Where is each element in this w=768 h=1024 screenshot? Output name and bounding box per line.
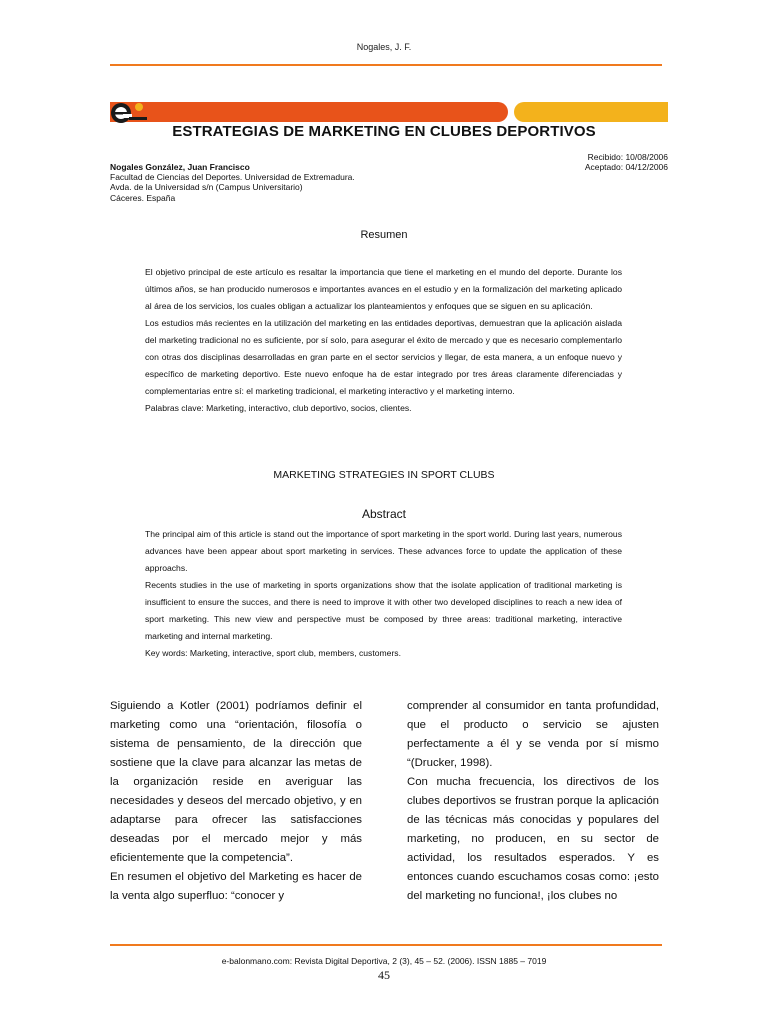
abstract-keywords: Key words: Marketing, interactive, sport club, members, customers. bbox=[145, 648, 401, 658]
body-paragraph: En resumen el objetivo del Marketing es hacer de la venta algo superfluo: “conocer y bbox=[110, 871, 362, 902]
resumen-paragraph: El objetivo principal de este artículo es resaltar la importancia que tiene el marketing en el mundo del deporte. Durante los últimos años, se han producido numerosos e importantes avances en el estudio y en la formalización del marketing aplicado al área de los servicios, los cuales obligan a actualizar los planteamientos y enfoques que se siguen en su aplicación. bbox=[145, 267, 622, 311]
author-block bbox=[110, 162, 355, 203]
resumen-text bbox=[145, 264, 622, 417]
banner-bar-left bbox=[110, 102, 508, 122]
abstract-paragraph: The principal aim of this article is stand out the importance of sport marketing in the sport world. During last years, numerous advances have been appear about sport marketing in services. These advances force to update the application of these approachs. bbox=[145, 529, 622, 573]
footer-rule bbox=[110, 944, 662, 946]
author-city: Cáceres. España bbox=[110, 192, 176, 203]
abstract-text bbox=[145, 526, 622, 662]
accepted-date: Aceptado: 04/12/2006 bbox=[584, 162, 668, 173]
body-paragraph: comprender al consumidor en tanta profundidad, que el producto o servicio se ajusten perfectamente a él y se venda por sí mismo “(Drucker, 1998). bbox=[407, 700, 659, 769]
received-date: Recibido: 10/08/2006 bbox=[587, 152, 668, 162]
author-affiliation: Facultad de Ciencias del Deportes. Universidad de Extremadura. bbox=[110, 172, 355, 183]
running-head: Nogales, J. F. bbox=[356, 42, 412, 52]
resumen-paragraph: Los estudios más recientes en la utilización del marketing en las entidades deportivas, demuestran que la aplicación aislada del marketing tradicional no es suficiente, por sí solo, para asegurar el éxito de mercado y que es necesario complementarlo con otras dos disciplinas desarrolladas en gran parte en el sector servicios y llegar, de esta manera, a un enfoque nuevo y específico de marketing deportivo. Este nuevo enfoque ha de estar integrado por tres áreas claramente diferenciadas y complementarias entre sí: el marketing tradicional, el marketing interactivo y el marketing interno. bbox=[145, 318, 622, 396]
page-number: 45 bbox=[378, 968, 390, 982]
author-name: Nogales González, Juan Francisco bbox=[110, 162, 250, 172]
header-rule bbox=[110, 64, 662, 66]
article-title: ESTRATEGIAS DE MARKETING EN CLUBES DEPORTIVOS bbox=[172, 123, 596, 140]
body-column-left bbox=[110, 697, 362, 906]
abstract-heading: Abstract bbox=[361, 507, 406, 521]
resumen-keywords: Palabras clave: Marketing, interactivo, club deportivo, socios, clientes. bbox=[145, 403, 412, 413]
abstract-paragraph: Recents studies in the use of marketing in sports organizations show that the isolate application of traditional marketing is insufficient to ensure the succes, and there is need to improve it with other two developed disciplines to reach a new idea of sport marketing. This new view and perspective must be composed by three areas: traditional marketing, interactive marketing and internal marketing. bbox=[145, 580, 622, 641]
e-balonmano-logo-icon bbox=[109, 100, 149, 124]
english-title: MARKETING STRATEGIES IN SPORT CLUBS bbox=[273, 469, 495, 481]
body-column-right bbox=[407, 697, 659, 906]
banner-bar-right bbox=[514, 102, 668, 122]
body-paragraph: Con mucha frecuencia, los directivos de los clubes deportivos se frustran porque la aplicación de las técnicas más conocidas y populares del marketing, no producen, en su sector de actividad, los resultados esperados. Y es entonces cuando escuchamos cosas como: ¡esto del marketing no funciona!, ¡los clubes no bbox=[407, 776, 659, 902]
body-paragraph: Siguiendo a Kotler (2001) podríamos definir el marketing como una “orientación, filosofía o sistema de pensamiento, de la dirección que sostiene que la clave para alcanzar las metas de la organización reside en averiguar las necesidades y deseos del mercado objetivo, y en adaptarse para ofrecer las satisfacciones deseadas por el mercado mejor y más eficientemente que la competencia”. bbox=[110, 700, 362, 864]
resumen-heading: Resumen bbox=[360, 229, 408, 241]
footer-citation: e-balonmano.com: Revista Digital Deportiva, 2 (3), 45 – 52. (2006). ISSN 1885 – 7019 bbox=[221, 956, 547, 966]
author-address: Avda. de la Universidad s/n (Campus Universitario) bbox=[110, 182, 303, 193]
dates-block bbox=[585, 152, 668, 172]
